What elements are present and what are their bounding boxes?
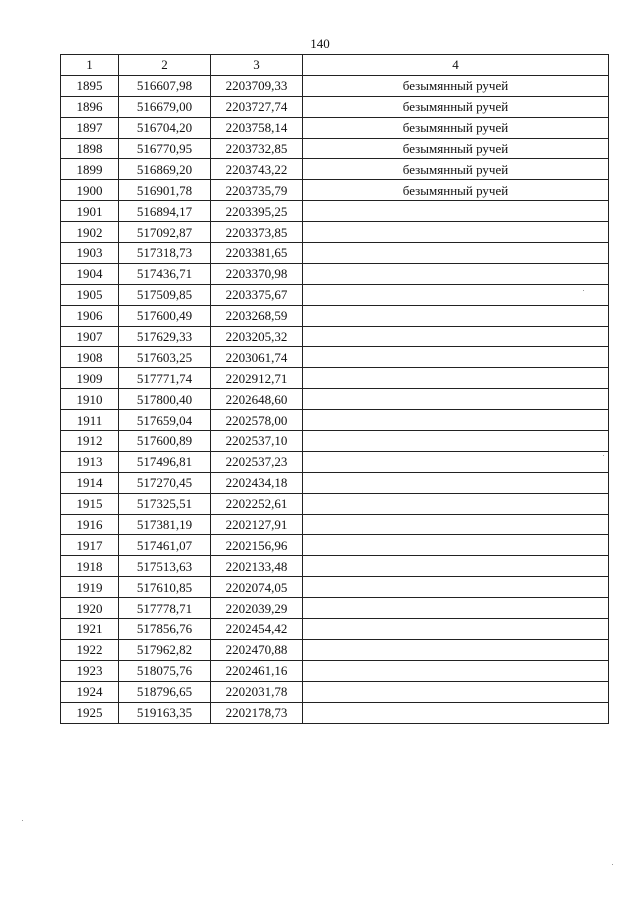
table-row [61, 598, 609, 619]
point-number-cell: 1897 [61, 117, 119, 138]
x-coordinate-cell: 519163,35 [119, 702, 211, 723]
scan-speck [583, 290, 584, 291]
y-coordinate-cell: 2203061,74 [211, 347, 303, 368]
description-cell [303, 284, 609, 305]
description-cell [303, 431, 609, 452]
x-coordinate-cell: 516607,98 [119, 75, 211, 96]
x-coordinate-cell: 518796,65 [119, 681, 211, 702]
description-cell [303, 243, 609, 264]
point-number-cell: 1895 [61, 75, 119, 96]
table-row [61, 431, 609, 452]
point-number-cell: 1922 [61, 639, 119, 660]
point-number-cell: 1921 [61, 619, 119, 640]
description-cell: безымянный ручей [303, 138, 609, 159]
table-row [61, 96, 609, 117]
description-cell: безымянный ручей [303, 96, 609, 117]
description-cell [303, 472, 609, 493]
x-coordinate-cell: 517496,81 [119, 451, 211, 472]
x-coordinate-cell: 516894,17 [119, 201, 211, 222]
y-coordinate-cell: 2202912,71 [211, 368, 303, 389]
table-row [61, 556, 609, 577]
point-number-cell: 1905 [61, 284, 119, 305]
table-body [61, 75, 609, 723]
description-cell [303, 263, 609, 284]
description-cell: безымянный ручей [303, 75, 609, 96]
point-number-cell: 1908 [61, 347, 119, 368]
point-number-cell: 1920 [61, 598, 119, 619]
x-coordinate-cell: 517800,40 [119, 389, 211, 410]
column-header: 1 [61, 55, 119, 76]
description-cell [303, 639, 609, 660]
y-coordinate-cell: 2202133,48 [211, 556, 303, 577]
point-number-cell: 1923 [61, 660, 119, 681]
table-row [61, 451, 609, 472]
description-cell [303, 535, 609, 556]
table-row [61, 702, 609, 723]
x-coordinate-cell: 517461,07 [119, 535, 211, 556]
point-number-cell: 1903 [61, 243, 119, 264]
y-coordinate-cell: 2202537,10 [211, 431, 303, 452]
table-row [61, 180, 609, 201]
scan-speck [603, 455, 604, 456]
description-cell [303, 556, 609, 577]
y-coordinate-cell: 2202156,96 [211, 535, 303, 556]
y-coordinate-cell: 2202470,88 [211, 639, 303, 660]
description-cell: безымянный ручей [303, 159, 609, 180]
scan-speck [612, 864, 613, 865]
y-coordinate-cell: 2202074,05 [211, 577, 303, 598]
y-coordinate-cell: 2202537,23 [211, 451, 303, 472]
x-coordinate-cell: 517318,73 [119, 243, 211, 264]
table-header-row [61, 55, 609, 76]
y-coordinate-cell: 2202434,18 [211, 472, 303, 493]
table-row [61, 326, 609, 347]
scan-speck [22, 820, 23, 821]
x-coordinate-cell: 516869,20 [119, 159, 211, 180]
x-coordinate-cell: 517381,19 [119, 514, 211, 535]
description-cell [303, 201, 609, 222]
y-coordinate-cell: 2203727,74 [211, 96, 303, 117]
y-coordinate-cell: 2202578,00 [211, 410, 303, 431]
page-number: 140 [310, 36, 330, 51]
x-coordinate-cell: 517270,45 [119, 472, 211, 493]
y-coordinate-cell: 2203758,14 [211, 117, 303, 138]
table-row [61, 305, 609, 326]
y-coordinate-cell: 2202648,60 [211, 389, 303, 410]
point-number-cell: 1896 [61, 96, 119, 117]
table-row [61, 577, 609, 598]
y-coordinate-cell: 2203743,22 [211, 159, 303, 180]
point-number-cell: 1901 [61, 201, 119, 222]
description-cell: безымянный ручей [303, 180, 609, 201]
y-coordinate-cell: 2203268,59 [211, 305, 303, 326]
y-coordinate-cell: 2203395,25 [211, 201, 303, 222]
y-coordinate-cell: 2202031,78 [211, 681, 303, 702]
point-number-cell: 1917 [61, 535, 119, 556]
description-cell [303, 389, 609, 410]
description-cell [303, 577, 609, 598]
y-coordinate-cell: 2202252,61 [211, 493, 303, 514]
description-cell [303, 514, 609, 535]
table-row [61, 472, 609, 493]
point-number-cell: 1911 [61, 410, 119, 431]
table-row [61, 243, 609, 264]
table-row [61, 201, 609, 222]
point-number-cell: 1907 [61, 326, 119, 347]
table-row [61, 368, 609, 389]
x-coordinate-cell: 517092,87 [119, 222, 211, 243]
table-row [61, 159, 609, 180]
y-coordinate-cell: 2203381,65 [211, 243, 303, 264]
y-coordinate-cell: 2203709,33 [211, 75, 303, 96]
x-coordinate-cell: 516901,78 [119, 180, 211, 201]
x-coordinate-cell: 517610,85 [119, 577, 211, 598]
description-cell [303, 222, 609, 243]
y-coordinate-cell: 2202127,91 [211, 514, 303, 535]
point-number-cell: 1909 [61, 368, 119, 389]
table-row [61, 222, 609, 243]
y-coordinate-cell: 2203370,98 [211, 263, 303, 284]
table-row [61, 347, 609, 368]
table-row [61, 389, 609, 410]
column-header: 4 [303, 55, 609, 76]
point-number-cell: 1900 [61, 180, 119, 201]
y-coordinate-cell: 2202039,29 [211, 598, 303, 619]
x-coordinate-cell: 517629,33 [119, 326, 211, 347]
x-coordinate-cell: 517325,51 [119, 493, 211, 514]
description-cell [303, 702, 609, 723]
x-coordinate-cell: 517436,71 [119, 263, 211, 284]
description-cell [303, 619, 609, 640]
table-row [61, 681, 609, 702]
column-header: 2 [119, 55, 211, 76]
x-coordinate-cell: 518075,76 [119, 660, 211, 681]
table-row [61, 660, 609, 681]
column-header: 3 [211, 55, 303, 76]
table-row [61, 138, 609, 159]
point-number-cell: 1919 [61, 577, 119, 598]
table-row [61, 117, 609, 138]
table-row [61, 514, 609, 535]
x-coordinate-cell: 517778,71 [119, 598, 211, 619]
x-coordinate-cell: 517659,04 [119, 410, 211, 431]
point-number-cell: 1898 [61, 138, 119, 159]
y-coordinate-cell: 2203375,67 [211, 284, 303, 305]
point-number-cell: 1925 [61, 702, 119, 723]
y-coordinate-cell: 2202461,16 [211, 660, 303, 681]
x-coordinate-cell: 517962,82 [119, 639, 211, 660]
point-number-cell: 1910 [61, 389, 119, 410]
description-cell [303, 493, 609, 514]
table-row [61, 410, 609, 431]
table-row [61, 263, 609, 284]
point-number-cell: 1918 [61, 556, 119, 577]
point-number-cell: 1924 [61, 681, 119, 702]
point-number-cell: 1904 [61, 263, 119, 284]
description-cell [303, 410, 609, 431]
coordinates-table [60, 54, 609, 724]
x-coordinate-cell: 517856,76 [119, 619, 211, 640]
point-number-cell: 1913 [61, 451, 119, 472]
table-row [61, 535, 609, 556]
y-coordinate-cell: 2203735,79 [211, 180, 303, 201]
point-number-cell: 1914 [61, 472, 119, 493]
point-number-cell: 1899 [61, 159, 119, 180]
description-cell [303, 681, 609, 702]
description-cell [303, 347, 609, 368]
table-row [61, 75, 609, 96]
x-coordinate-cell: 517509,85 [119, 284, 211, 305]
point-number-cell: 1915 [61, 493, 119, 514]
y-coordinate-cell: 2203373,85 [211, 222, 303, 243]
x-coordinate-cell: 516704,20 [119, 117, 211, 138]
description-cell [303, 598, 609, 619]
description-cell [303, 451, 609, 472]
point-number-cell: 1916 [61, 514, 119, 535]
description-cell [303, 326, 609, 347]
point-number-cell: 1906 [61, 305, 119, 326]
y-coordinate-cell: 2203205,32 [211, 326, 303, 347]
point-number-cell: 1912 [61, 431, 119, 452]
x-coordinate-cell: 517600,89 [119, 431, 211, 452]
description-cell: безымянный ручей [303, 117, 609, 138]
table-row [61, 493, 609, 514]
description-cell [303, 660, 609, 681]
table-row [61, 619, 609, 640]
y-coordinate-cell: 2202454,42 [211, 619, 303, 640]
x-coordinate-cell: 517771,74 [119, 368, 211, 389]
table-row [61, 639, 609, 660]
table-row [61, 284, 609, 305]
y-coordinate-cell: 2202178,73 [211, 702, 303, 723]
description-cell [303, 368, 609, 389]
x-coordinate-cell: 516770,95 [119, 138, 211, 159]
x-coordinate-cell: 517513,63 [119, 556, 211, 577]
description-cell [303, 305, 609, 326]
point-number-cell: 1902 [61, 222, 119, 243]
x-coordinate-cell: 517600,49 [119, 305, 211, 326]
x-coordinate-cell: 516679,00 [119, 96, 211, 117]
y-coordinate-cell: 2203732,85 [211, 138, 303, 159]
x-coordinate-cell: 517603,25 [119, 347, 211, 368]
